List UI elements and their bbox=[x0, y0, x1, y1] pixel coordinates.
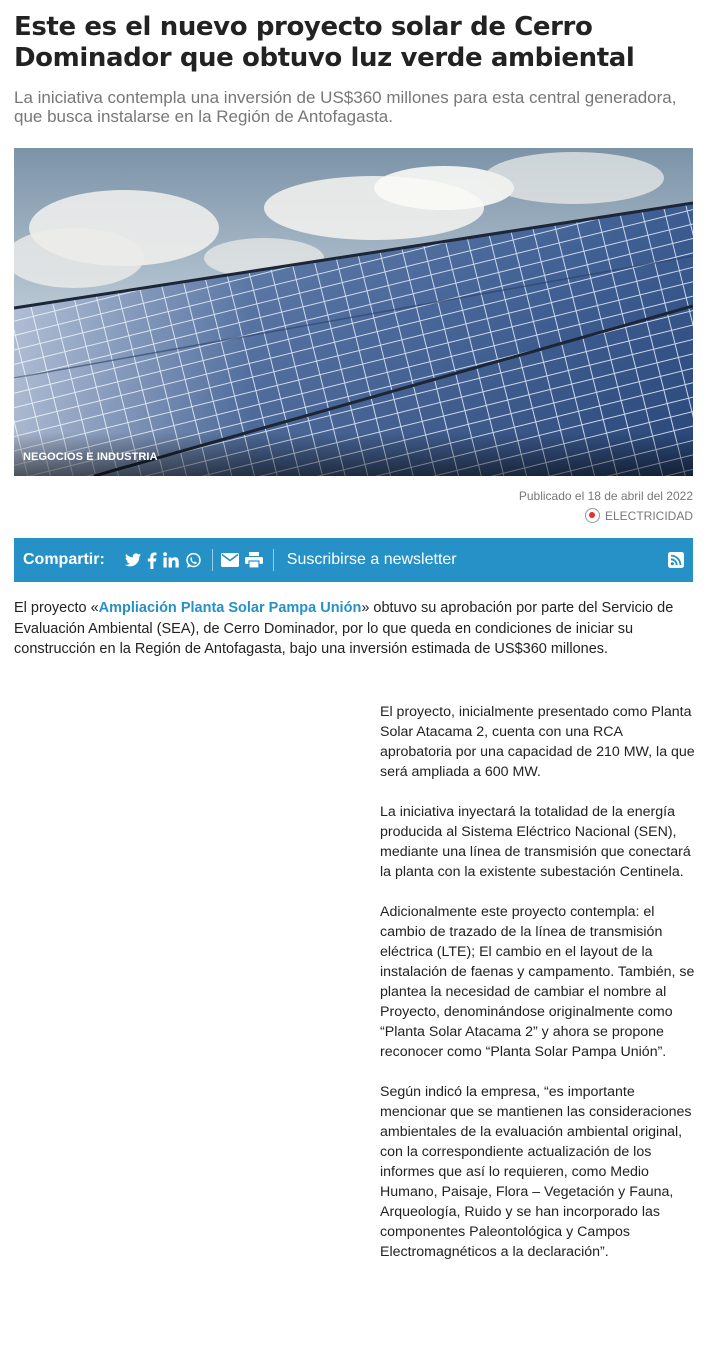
newsletter-link[interactable]: Suscribirse a newsletter bbox=[286, 551, 457, 568]
body-paragraph: Adicionalmente este proyecto contempla: el cambio de trazado de la línea de transmisión eléctrica (LTE); El cambio en el layout de la instalación de faenas y campamento. También, se plantea la necesidad de cambiar el nombre al Proyecto, denominándose originalmente como “Planta Solar Atacama 2” y ahora se propone reconocer como “Planta Solar Pampa Unión”. bbox=[380, 904, 695, 1060]
facebook-icon[interactable] bbox=[147, 550, 157, 570]
rss-icon[interactable] bbox=[668, 552, 684, 573]
category-label: ELECTRICIDAD bbox=[604, 508, 693, 523]
share-bar bbox=[14, 538, 693, 582]
lead-paragraph bbox=[14, 598, 694, 660]
category-link[interactable] bbox=[585, 508, 693, 523]
hero-caption bbox=[14, 432, 693, 476]
whatsapp-icon[interactable] bbox=[185, 550, 202, 570]
publish-date: Publicado el 18 de abril del 2022 bbox=[518, 489, 693, 503]
print-icon[interactable] bbox=[245, 550, 263, 570]
article-subtitle: La iniciativa contempla una inversión de US$360 millones para esta central generadora, que busca instalarse en la Región de Antofagasta. bbox=[14, 88, 677, 126]
linkedin-icon[interactable] bbox=[163, 550, 179, 570]
project-link[interactable]: Ampliación Planta Solar Pampa Unión bbox=[98, 600, 362, 616]
body-paragraph: El proyecto, inicialmente presentado como Planta Solar Atacama 2, cuenta con una RCA aprobatoria por una capacidad de 210 MW, la que será ampliada a 600 MW. bbox=[380, 704, 695, 780]
twitter-icon[interactable] bbox=[125, 550, 141, 570]
lead-text-start: El proyecto « bbox=[14, 600, 99, 616]
divider bbox=[212, 549, 213, 571]
body-paragraph: Según indicó la empresa, “es importante mencionar que se mantienen las consideraciones ambientales de la evaluación ambiental original, con la correspondiente actualización de los informes que así lo requieren, como Medio Humano, Paisaje, Flora – Vegetación y Fauna, Arqueología, Ruido y se han incorporado las componentes Paleontológica y Campos Electromagnéticos a la declaración”. bbox=[380, 1084, 692, 1260]
email-icon[interactable] bbox=[221, 550, 239, 570]
article-headline: Este es el nuevo proyecto solar de Cerro Dominador que obtuvo luz verde ambiental bbox=[14, 12, 635, 73]
solar-panels-photo bbox=[14, 148, 693, 476]
hero-image[interactable] bbox=[14, 148, 693, 476]
lead-text-end: » obtuvo su aprobación por parte del Servicio de Evaluación Ambiental (SEA), de Cerro Dominador, por lo que queda en condiciones de iniciar su construcción en la Región de Antofagasta, bajo una inversión estimada de US$360 millones. bbox=[14, 600, 674, 657]
body-paragraph: La iniciativa inyectará la totalidad de la energía producida al Sistema Eléctrico Nacional (SEN), mediante una línea de transmisión que conectará la planta con la existente subestación Centinela. bbox=[380, 804, 691, 880]
hero-section-label[interactable]: NEGOCIOS E INDUSTRIA bbox=[23, 451, 158, 463]
article-body-column bbox=[380, 702, 696, 1282]
share-label: Compartir: bbox=[23, 551, 105, 568]
record-dot-icon bbox=[585, 508, 600, 523]
divider bbox=[273, 549, 274, 571]
